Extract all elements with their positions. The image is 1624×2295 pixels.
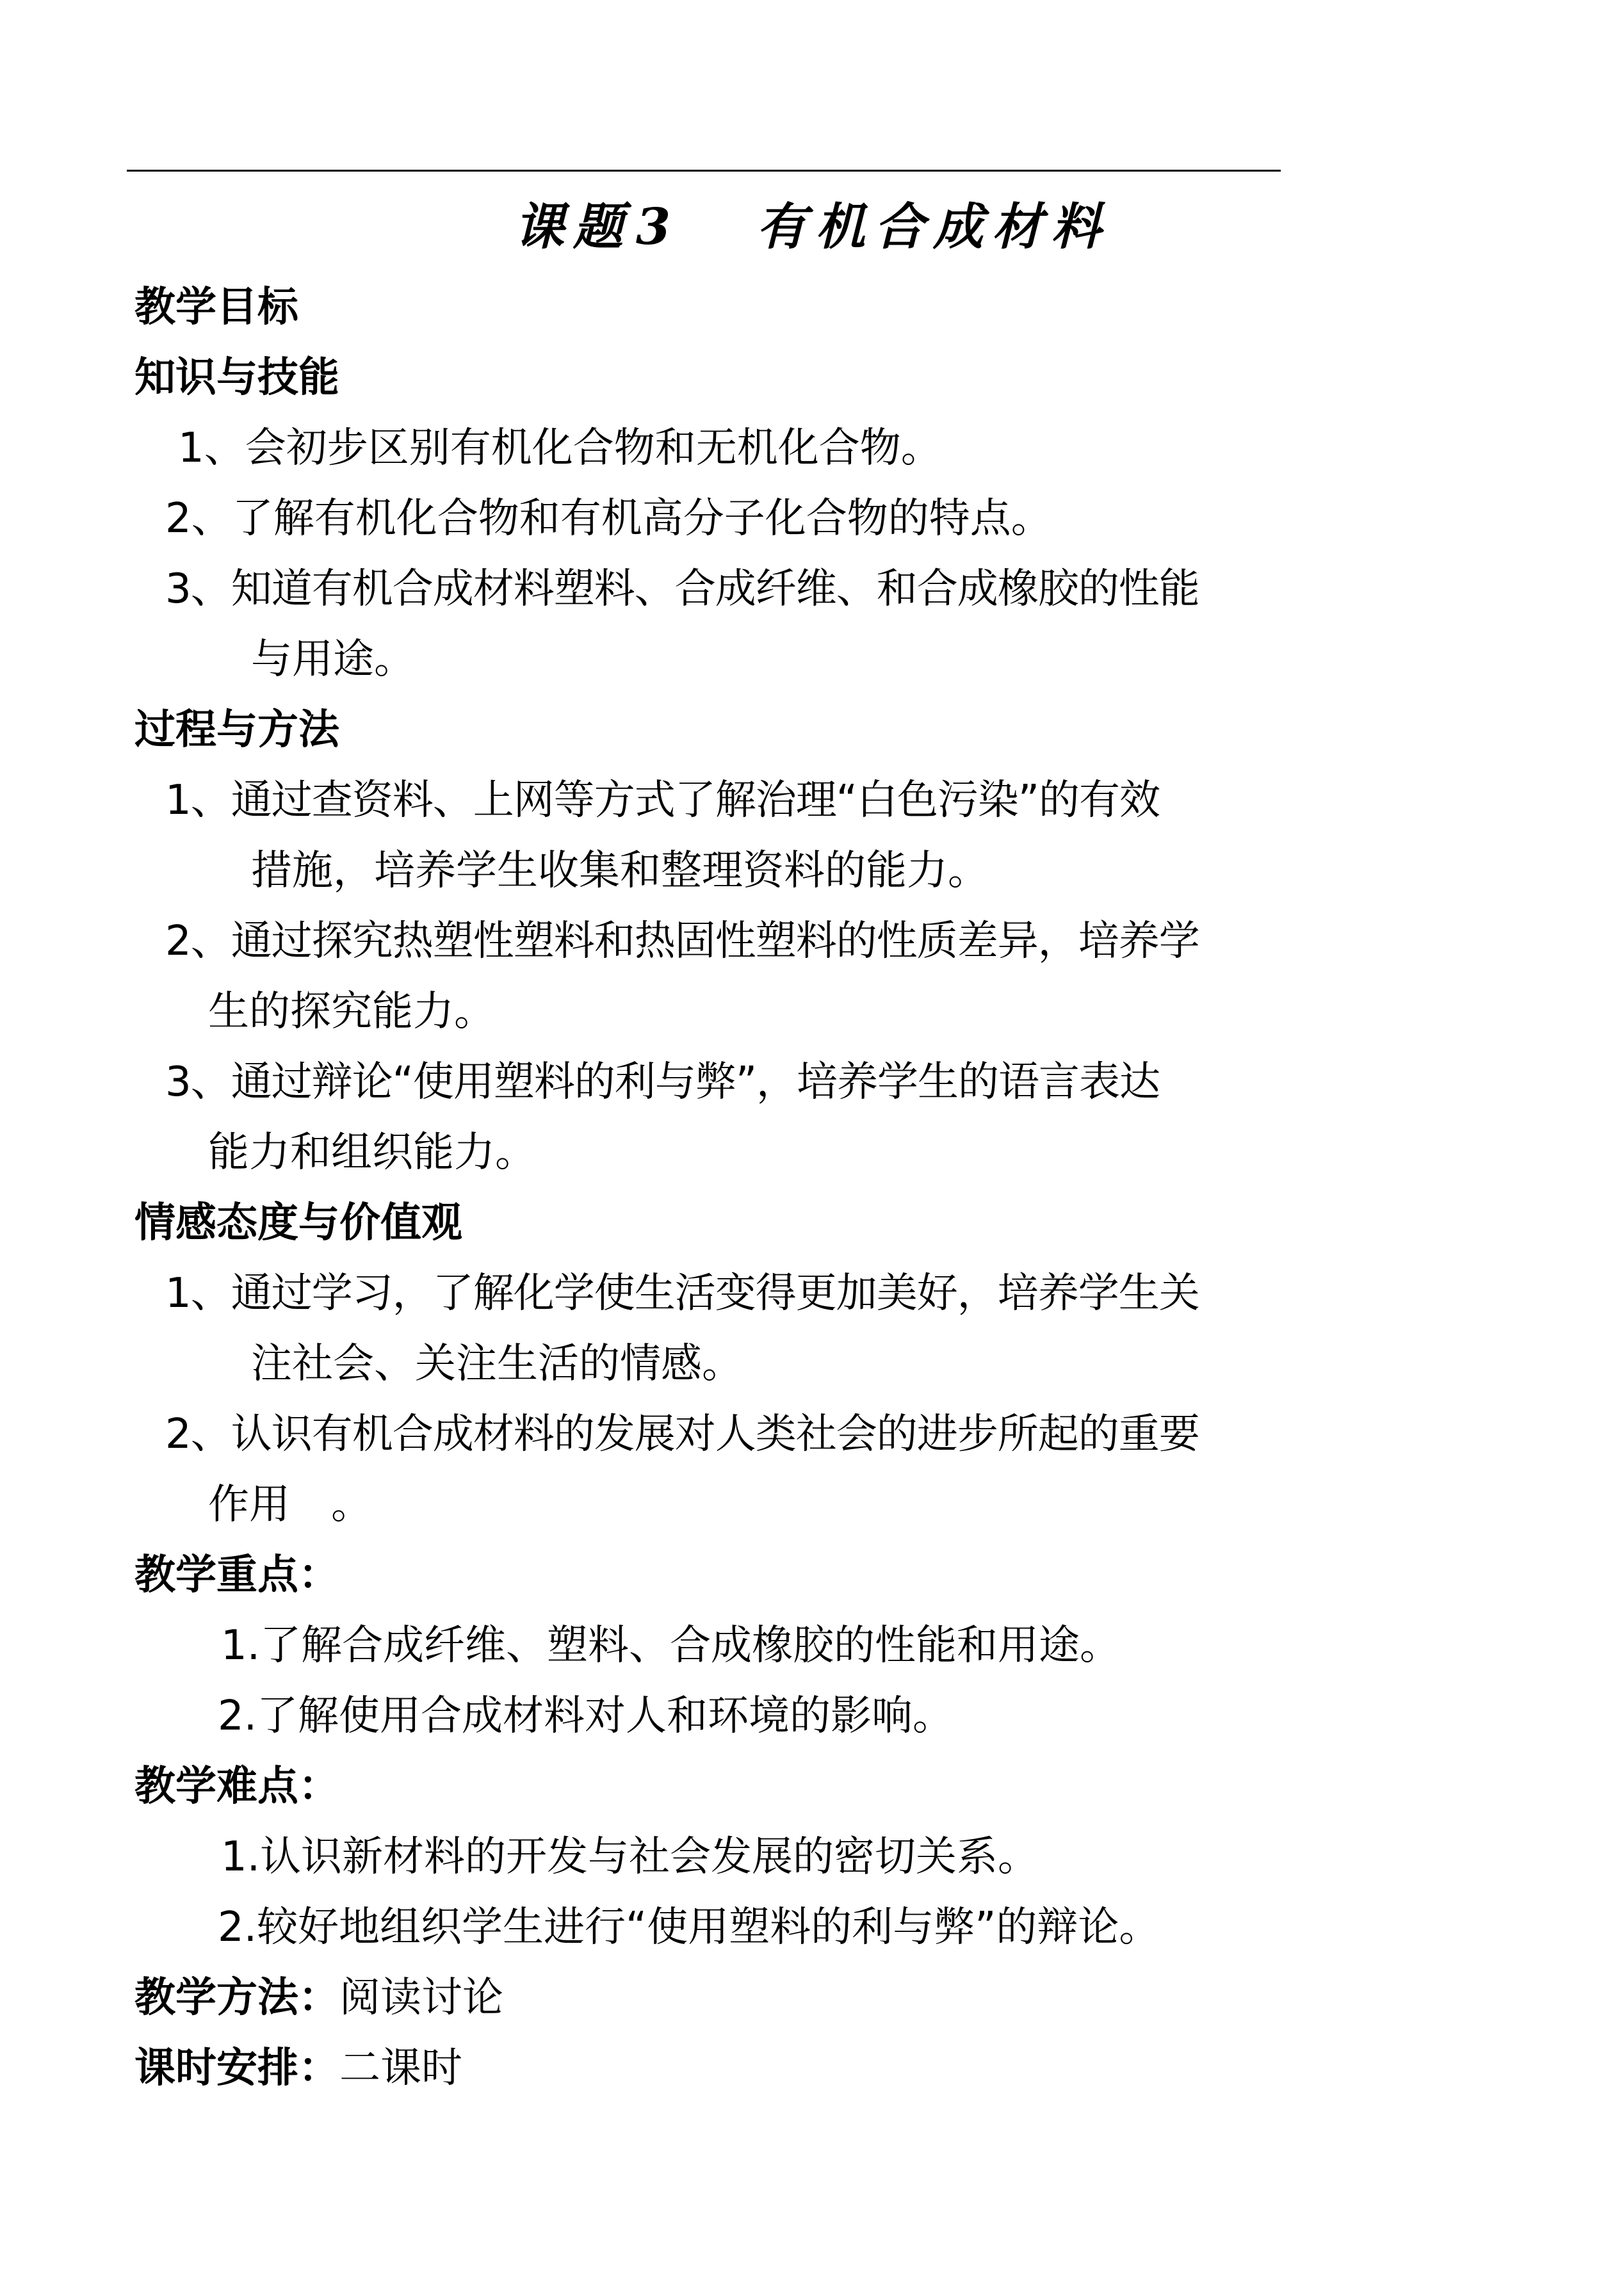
heading-knowledge: 知识与技能 [134,354,339,401]
heading-key-points: 教学重点： [134,1552,339,1599]
page-title [0,192,1624,263]
process-item: 3、通过辩论“使用塑料的利与弊”，培养学生的语言表达 [165,1058,1160,1106]
heading-difficulties: 教学难点： [134,1763,339,1810]
method-label: 教学方法： [134,1974,339,2022]
key-point-item: 2.了解使用合成材料对人和环境的影响。 [218,1692,954,1740]
emotion-item: 注社会、关注生活的情感。 [251,1340,743,1388]
emotion-item: 1、通过学习，了解化学使生活变得更加美好，培养学生关 [165,1270,1199,1317]
heading-emotion: 情感态度与价值观 [134,1199,462,1247]
method-value: 阅读讨论 [339,1974,503,2022]
knowledge-item: 3、知道有机合成材料塑料、合成纤维、和合成橡胶的性能 [165,565,1199,613]
heading-process: 过程与方法 [134,706,339,754]
schedule-value: 二课时 [339,2045,462,2092]
method-row [134,1972,503,2023]
heading-objectives: 教学目标 [134,284,298,331]
schedule-row [134,2043,462,2094]
process-item: 1、通过查资料、上网等方式了解治理“白色污染”的有效 [165,777,1160,824]
schedule-label: 课时安排： [134,2045,339,2092]
process-item: 生的探究能力。 [208,988,495,1035]
key-point-item: 1.了解合成纤维、塑料、合成橡胶的性能和用途。 [221,1622,1121,1669]
top-rule [127,170,1281,172]
title-number: 3 [635,198,680,256]
difficulty-item: 2.较好地组织学生进行“使用塑料的利与弊”的辩论。 [218,1904,1160,1951]
emotion-item: 2、认识有机合成材料的发展对人类社会的进步所起的重要 [165,1411,1199,1458]
title-topic: 有机合成材料 [756,198,1110,256]
title-lesson: 课题 [514,198,632,256]
knowledge-item: 2、了解有机化合物和有机高分子化合物的特点。 [165,495,1052,542]
process-item: 措施，培养学生收集和整理资料的能力。 [251,847,989,895]
process-item: 2、通过探究热塑性塑料和热固性塑料的性质差异，培养学 [165,918,1199,965]
process-item: 能力和组织能力。 [208,1129,536,1176]
knowledge-item: 1、会初步区别有机化合物和无机化合物。 [178,425,942,472]
knowledge-item: 与用途。 [251,636,415,683]
emotion-item: 作用 。 [208,1481,372,1529]
difficulty-item: 1.认识新材料的开发与社会发展的密切关系。 [221,1833,1039,1881]
